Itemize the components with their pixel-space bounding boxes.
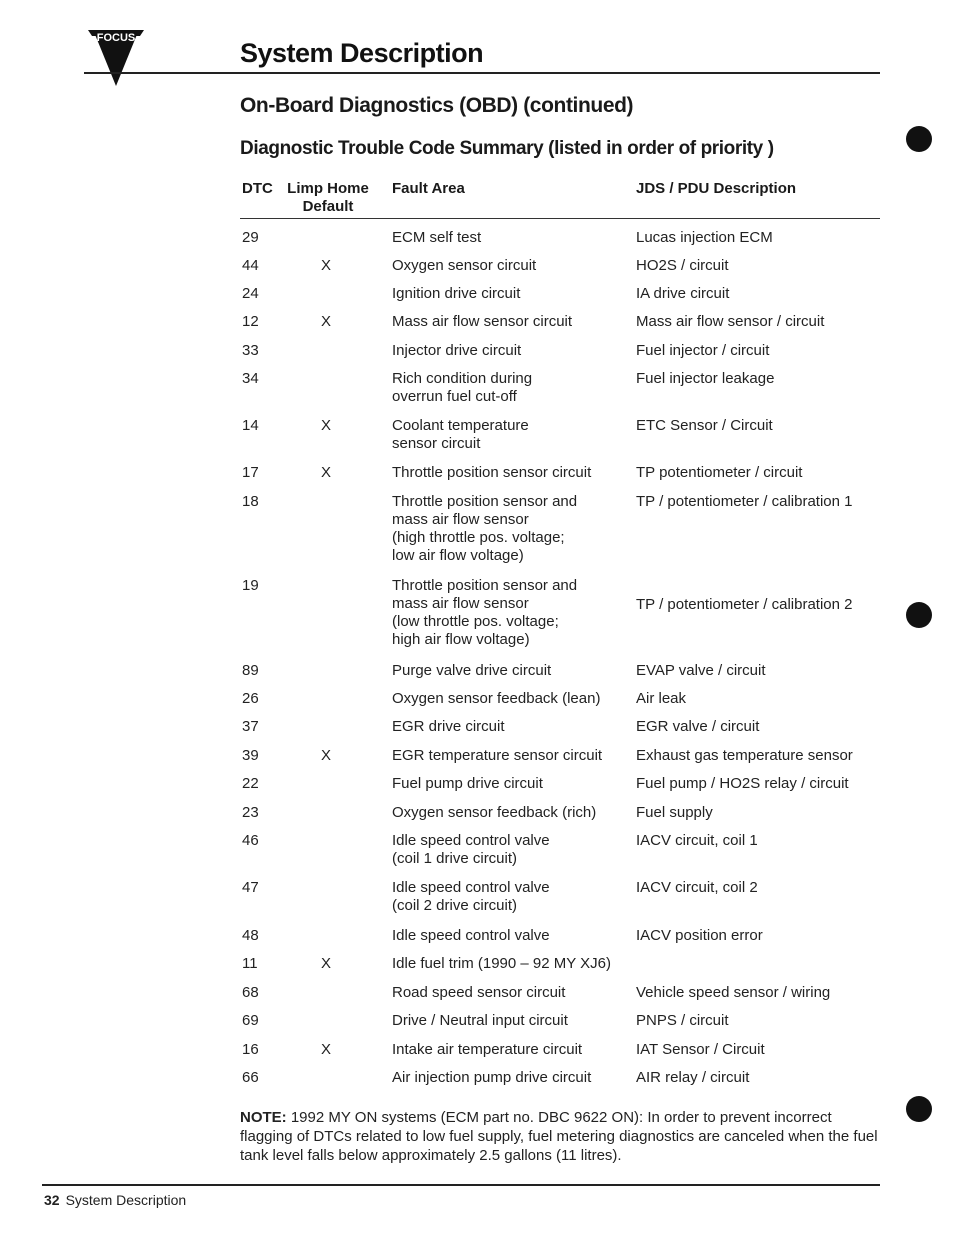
cell-dtc: 69 (242, 1012, 259, 1029)
cell-limp: X (320, 747, 331, 764)
cell-jds: Fuel injector leakage (636, 370, 775, 387)
cell-dtc: 48 (242, 927, 259, 944)
column-header-jds-pdu: JDS / PDU Description (636, 180, 797, 197)
cell-jds: EVAP valve / circuit (636, 662, 766, 679)
cell-fault: Fuel pump drive circuit (392, 775, 543, 792)
cell-dtc: 66 (242, 1069, 259, 1086)
column-header-dtc: DTC (242, 180, 273, 197)
cell-dtc: 24 (242, 285, 259, 302)
cell-jds: Fuel injector / circuit (636, 342, 770, 359)
section-title: On-Board Diagnostics (OBD) (continued) (240, 94, 634, 117)
cell-dtc: 17 (242, 464, 259, 481)
cell-fault: Mass air flow sensor circuit (392, 313, 573, 330)
cell-fault: Idle speed control valve (coil 1 drive circuit) (392, 832, 550, 867)
focus-logo (84, 30, 156, 88)
note-paragraph (240, 1108, 880, 1165)
cell-dtc: 89 (242, 662, 259, 679)
cell-jds: IACV circuit, coil 2 (636, 879, 758, 896)
cell-fault: Idle speed control valve (392, 927, 550, 944)
cell-fault: Idle speed control valve (coil 2 drive circuit) (392, 879, 550, 914)
binder-hole-dot (906, 126, 932, 152)
cell-fault: EGR temperature sensor circuit (392, 747, 603, 764)
cell-jds: EGR valve / circuit (636, 718, 760, 735)
page-footer (44, 1192, 186, 1208)
logo-text: FOCUS (96, 32, 136, 44)
column-header-fault-area: Fault Area (392, 180, 465, 197)
cell-jds: Fuel pump / HO2S relay / circuit (636, 775, 849, 792)
cell-dtc: 23 (242, 804, 259, 821)
header-divider (84, 72, 880, 74)
page-number: 32 (44, 1192, 60, 1208)
cell-fault: Coolant temperature sensor circuit (392, 417, 529, 452)
cell-dtc: 68 (242, 984, 259, 1001)
cell-dtc: 37 (242, 718, 259, 735)
cell-fault: EGR drive circuit (392, 718, 505, 735)
cell-fault: Road speed sensor circuit (392, 984, 566, 1001)
table-header-divider (240, 218, 880, 219)
cell-jds: Vehicle speed sensor / wiring (636, 984, 831, 1001)
cell-jds: Fuel supply (636, 804, 713, 821)
cell-fault: Intake air temperature circuit (392, 1041, 583, 1058)
cell-dtc: 47 (242, 879, 259, 896)
cell-jds: Air leak (636, 690, 687, 707)
cell-limp: X (320, 955, 331, 972)
cell-jds: IACV position error (636, 927, 763, 944)
cell-jds: IAT Sensor / Circuit (636, 1041, 765, 1058)
cell-jds: IA drive circuit (636, 285, 730, 302)
cell-fault: ECM self test (392, 229, 482, 246)
cell-dtc: 14 (242, 417, 259, 434)
cell-jds: ETC Sensor / Circuit (636, 417, 773, 434)
cell-jds: TP potentiometer / circuit (636, 464, 803, 481)
note-text: 1992 MY ON systems (ECM part no. DBC 9622 ON): In order to prevent incorrect flagging of DTCs related to low fuel supply, fuel metering diagnostics are canceled when the fuel tank level falls below approximately 2.5 gallons (11 litres). (240, 1109, 878, 1164)
cell-fault: Throttle position sensor circuit (392, 464, 592, 481)
cell-dtc: 34 (242, 370, 259, 387)
cell-dtc: 33 (242, 342, 259, 359)
cell-limp: X (320, 257, 331, 274)
cell-jds: Lucas injection ECM (636, 229, 773, 246)
cell-limp: X (320, 1041, 331, 1058)
cell-fault: Oxygen sensor circuit (392, 257, 537, 274)
cell-dtc: 12 (242, 313, 259, 330)
column-header-limp-home: Limp Home Default (287, 180, 369, 215)
cell-jds: TP / potentiometer / calibration 2 (636, 596, 853, 613)
cell-jds: AIR relay / circuit (636, 1069, 750, 1086)
cell-dtc: 29 (242, 229, 259, 246)
cell-dtc: 11 (242, 955, 258, 972)
cell-jds: Mass air flow sensor / circuit (636, 313, 825, 330)
cell-fault: Oxygen sensor feedback (lean) (392, 690, 601, 707)
cell-fault: Purge valve drive circuit (392, 662, 552, 679)
cell-fault: Injector drive circuit (392, 342, 522, 359)
cell-limp: X (320, 464, 331, 481)
cell-dtc: 22 (242, 775, 259, 792)
cell-jds: HO2S / circuit (636, 257, 729, 274)
cell-dtc: 26 (242, 690, 259, 707)
note-label: NOTE: (240, 1109, 287, 1126)
cell-fault: Air injection pump drive circuit (392, 1069, 592, 1086)
cell-limp: X (320, 417, 331, 434)
cell-dtc: 46 (242, 832, 259, 849)
page-header-title: System Description (240, 38, 484, 68)
cell-dtc: 16 (242, 1041, 259, 1058)
cell-fault: Drive / Neutral input circuit (392, 1012, 568, 1029)
cell-fault: Rich condition during overrun fuel cut-off (392, 370, 533, 405)
cell-dtc: 19 (242, 577, 259, 594)
cell-dtc: 44 (242, 257, 259, 274)
cell-jds: PNPS / circuit (636, 1012, 729, 1029)
binder-hole-dot (906, 1096, 932, 1122)
cell-limp: X (320, 313, 331, 330)
footer-divider (42, 1184, 880, 1186)
cell-jds: TP / potentiometer / calibration 1 (636, 493, 853, 510)
section-subtitle: Diagnostic Trouble Code Summary (listed in order of priority ) (240, 138, 774, 159)
binder-hole-dot (906, 602, 932, 628)
footer-label: System Description (65, 1192, 187, 1208)
cell-fault: Oxygen sensor feedback (rich) (392, 804, 597, 821)
cell-fault: Throttle position sensor and mass air flow sensor (low throttle pos. voltage; high air flow voltage) (392, 577, 578, 648)
cell-jds: IACV circuit, coil 1 (636, 832, 758, 849)
cell-dtc: 39 (242, 747, 259, 764)
cell-fault: Ignition drive circuit (392, 285, 521, 302)
cell-fault: Throttle position sensor and mass air flow sensor (high throttle pos. voltage; low air flow voltage) (392, 493, 578, 564)
cell-fault: Idle fuel trim (1990 – 92 MY XJ6) (392, 955, 611, 972)
cell-dtc: 18 (242, 493, 259, 510)
cell-jds: Exhaust gas temperature sensor (636, 747, 853, 764)
